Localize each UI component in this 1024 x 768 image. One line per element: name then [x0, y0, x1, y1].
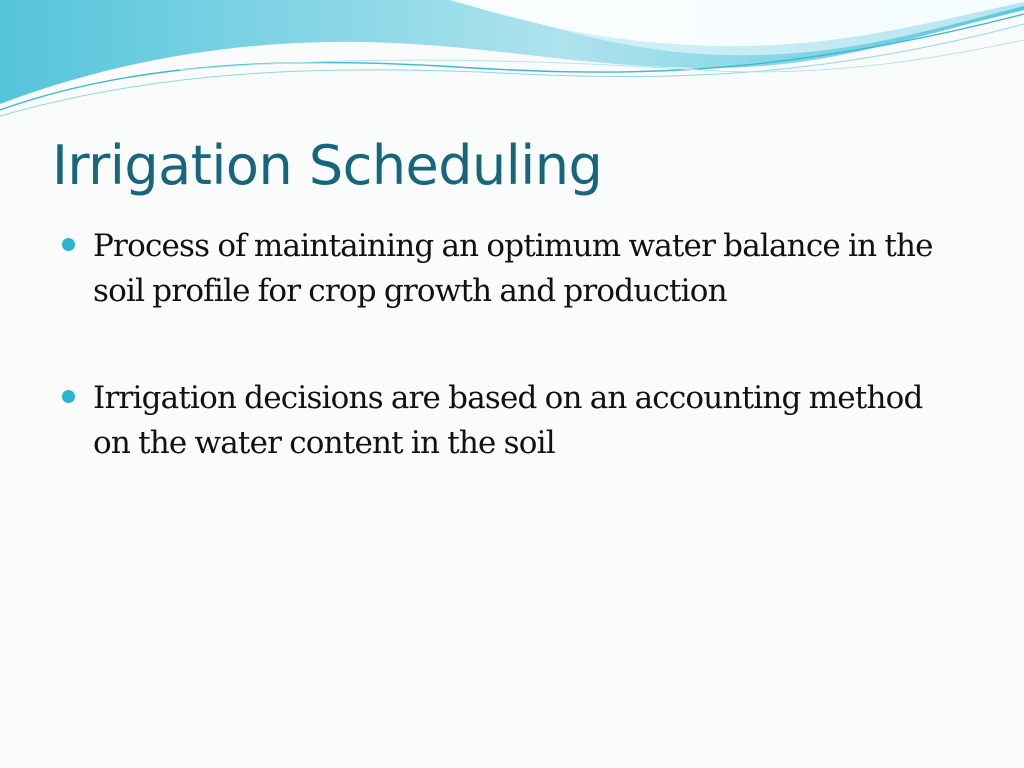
- bullet-dot-icon: [62, 390, 75, 403]
- bullet-text: Process of maintaining an optimum water balance in the soil profile for crop growth and production: [93, 228, 933, 309]
- bullet-text: Irrigation decisions are based on an accounting method on the water content in the soil: [93, 380, 923, 461]
- bullet-list: [60, 224, 960, 528]
- bullet-item: [60, 224, 960, 314]
- bullet-dot-icon: [62, 238, 75, 251]
- bullet-item: [60, 376, 960, 466]
- header-wave-decoration: [0, 0, 1024, 120]
- slide-title: Irrigation Scheduling: [52, 134, 603, 197]
